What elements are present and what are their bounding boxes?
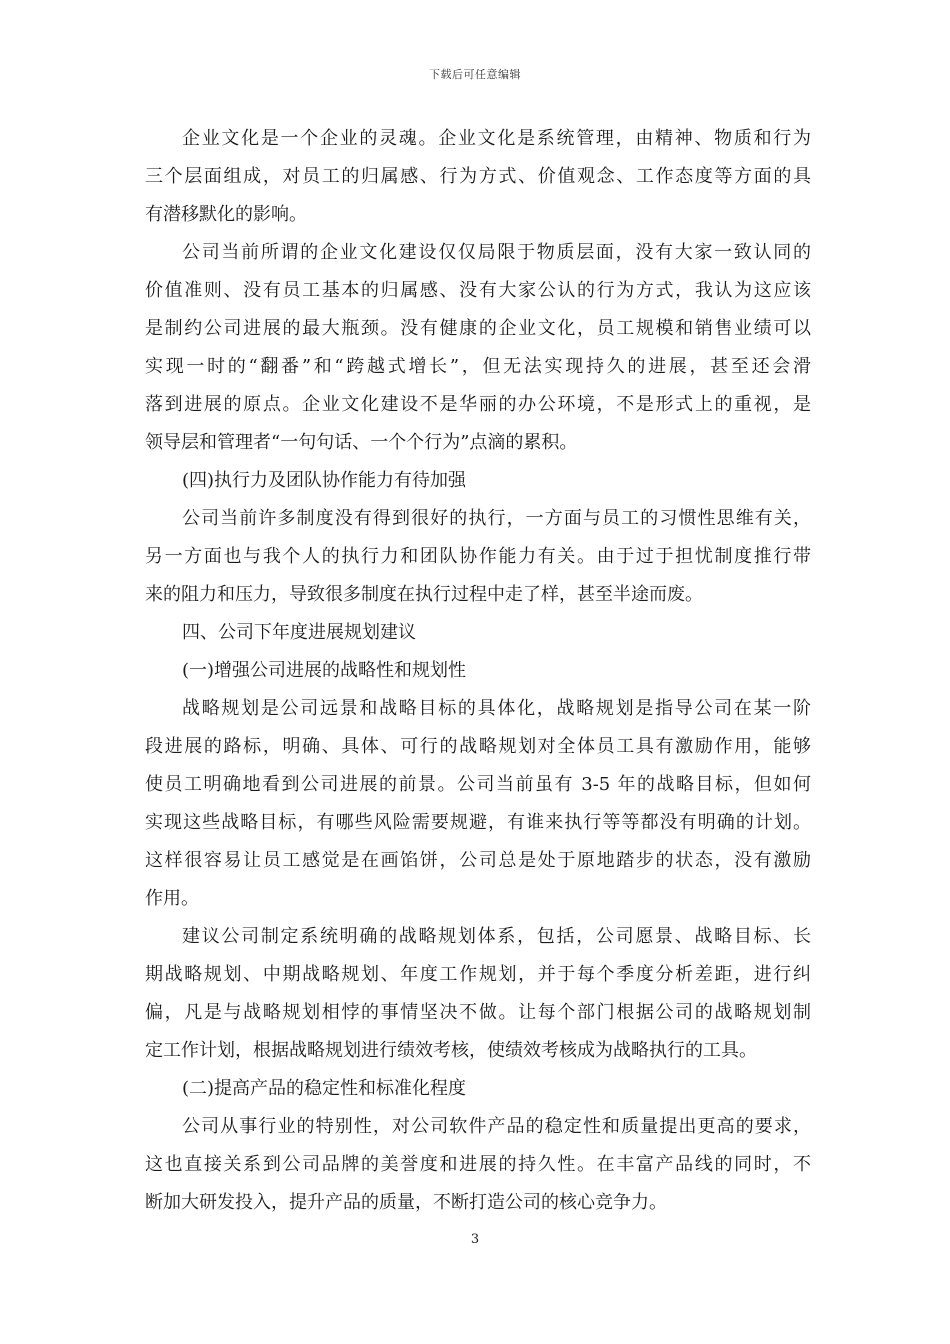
text-line: 公司当前许多制度没有得到很好的执行，一方面与员工的习惯性思维有关， [182, 508, 811, 529]
paragraph [145, 690, 811, 918]
section-heading [145, 614, 811, 652]
text-line: 落到进展的原点。企业文化建设不是华丽的办公环境，不是形式上的重视，是 [145, 394, 811, 415]
section-heading [145, 1070, 811, 1108]
text-line: 这样很容易让员工感觉是在画馅饼，公司总是处于原地踏步的状态，没有激励 [145, 850, 811, 871]
text-line: 另一方面也与我个人的执行力和团队协作能力有关。由于过于担忧制度推行带 [145, 546, 811, 567]
paragraph [145, 1108, 811, 1222]
text-line: 断加大研发投入，提升产品的质量，不断打造公司的核心竞争力。 [145, 1192, 667, 1213]
text-line: 偏，凡是与战略规划相悖的事情坚决不做。让每个部门根据公司的战略规划制 [145, 1002, 811, 1023]
text-line: (四)执行力及团队协作能力有待加强 [182, 470, 467, 491]
text-line: 使员工明确地看到公司进展的前景。公司当前虽有 3-5 年的战略目标，但如何 [145, 774, 811, 795]
text-line: 公司从事行业的特别性，对公司软件产品的稳定性和质量提出更高的要求， [182, 1116, 811, 1137]
text-line: 这也直接关系到公司品牌的美誉度和进展的持久性。在丰富产品线的同时，不 [145, 1154, 811, 1175]
text-line: 公司当前所谓的企业文化建设仅仅局限于物质层面，没有大家一致认同的 [182, 242, 811, 263]
text-line: 三个层面组成，对员工的归属感、行为方式、价值观念、工作态度等方面的具 [145, 166, 811, 187]
text-line: 实现一时的“翻番”和“跨越式增长”，但无法实现持久的进展，甚至还会滑 [145, 356, 811, 377]
text-line: 战略规划是公司远景和战略目标的具体化，战略规划是指导公司在某一阶 [182, 698, 811, 719]
text-line: 作用。 [145, 888, 199, 909]
paragraph [145, 500, 811, 614]
text-line: 企业文化是一个企业的灵魂。企业文化是系统管理，由精神、物质和行为 [182, 128, 811, 149]
page-header: 下载后可任意编辑 [429, 68, 521, 81]
paragraph [145, 120, 811, 234]
section-heading [145, 652, 811, 690]
section-heading [145, 462, 811, 500]
text-line: 建议公司制定系统明确的战略规划体系，包括，公司愿景、战略目标、长 [182, 926, 811, 947]
page-number: 3 [470, 1232, 480, 1247]
paragraph [145, 918, 811, 1070]
text-line: 段进展的路标，明确、具体、可行的战略规划对全体员工具有激励作用，能够 [145, 736, 811, 757]
document-body [145, 120, 811, 1222]
text-line: 实现这些战略目标，有哪些风险需要规避，有谁来执行等等都没有明确的计划。 [145, 812, 811, 833]
text-line: 有潜移默化的影响。 [145, 204, 307, 225]
text-line: 期战略规划、中期战略规划、年度工作规划，并于每个季度分析差距，进行纠 [145, 964, 811, 985]
text-line: 领导层和管理者“一句句话、一个个行为”点滴的累积。 [145, 432, 578, 453]
text-line: 是制约公司进展的最大瓶颈。没有健康的企业文化，员工规模和销售业绩可以 [145, 318, 811, 339]
text-line: 定工作计划，根据战略规划进行绩效考核，使绩效考核成为战略执行的工具。 [145, 1040, 757, 1061]
text-line: 四、公司下年度进展规划建议 [182, 622, 416, 643]
text-line: (二)提高产品的稳定性和标准化程度 [182, 1078, 467, 1099]
text-line: 来的阻力和压力，导致很多制度在执行过程中走了样，甚至半途而废。 [145, 584, 703, 605]
text-line: 价值准则、没有员工基本的归属感、没有大家公认的行为方式，我认为这应该 [145, 280, 811, 301]
paragraph [145, 234, 811, 462]
text-line: (一)增强公司进展的战略性和规划性 [182, 660, 467, 681]
